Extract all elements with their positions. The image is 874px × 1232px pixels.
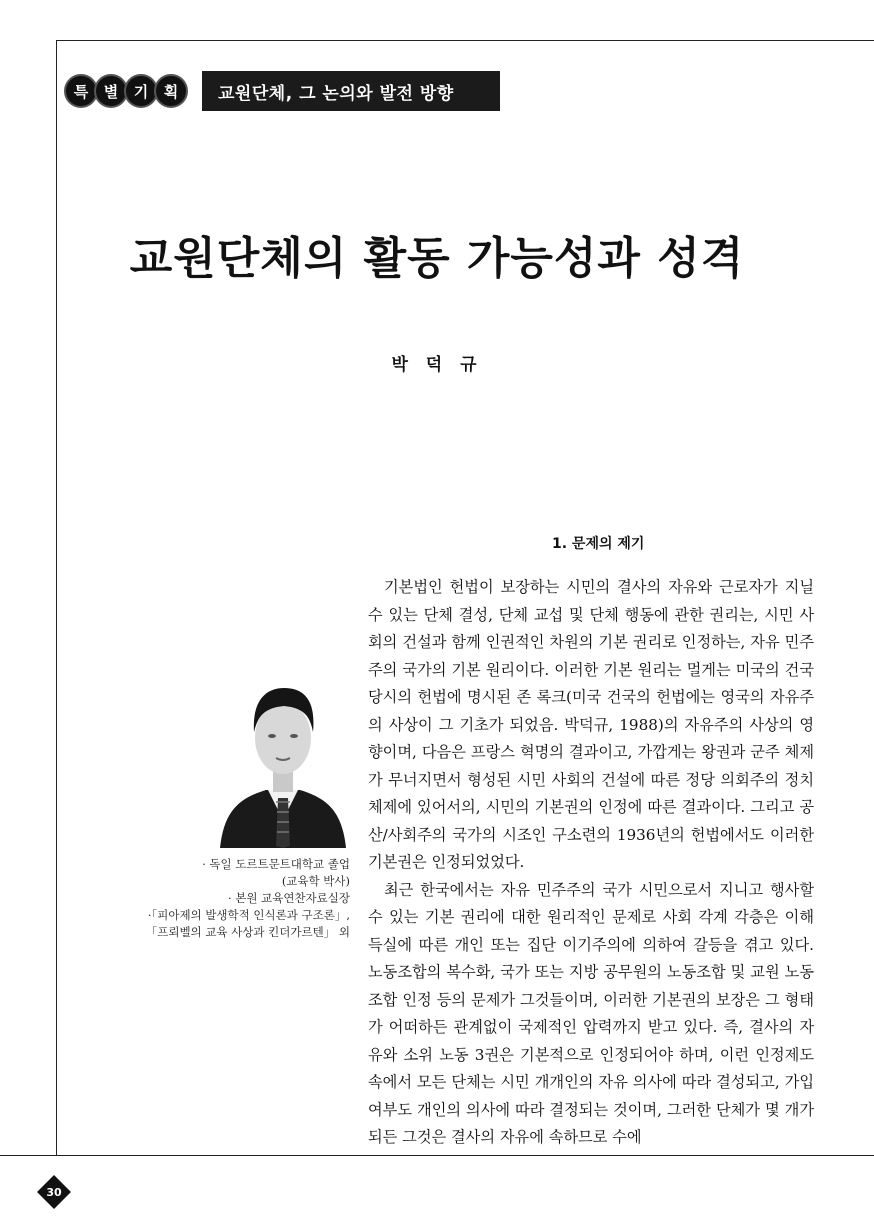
series-badge: 기 [124,74,158,108]
bio-line: · 독일 도르트문트대학교 졸업 [202,857,350,871]
body-paragraph: 최근 한국에서는 자유 민주주의 국가 시민으로서 지니고 행사할 수 있는 기본 권리에 대한 원리적인 문제로 사회 각계 각층은 이해 득실에 따른 개인 또는 집단 이기주의에 의하여 갈등을 겪고 있다. 노동조합의 복수화, 국가 또는 지방 공무원의 노동조합 및 교원 노동조합 인정 등의 문제가 그것들이며, 이러한 기본권의 보장은 그 형태가 어떠하든 관계없이 국제적인 압력까지 받고 있다. 즉, 결사의 자유와 소위 노동 3권은 기본적으로 인정되어야 하며, 이런 인정제도 속에서 모든 단체는 시민 개개인의 자유 의사에 따라 결성되고, 가입 여부도 개인의 의사에 따라 결정되는 것이며, 그러한 단체가 몇 개가 되든 그것은 결사의 자유에 속하므로 수에 [368,880,814,1146]
series-badge: 별 [94,74,128,108]
bio-line: 「프뢰벨의 교육 사상과 킨더가르텐」 외 [145,925,350,939]
page-number [36,1174,72,1210]
frame-top-rule [56,40,874,41]
author-bio [60,856,350,941]
section-heading: 1. 문제의 제기 [552,536,645,552]
frame-bottom-rule [0,1155,874,1156]
bio-line: (교육학 박사) [281,874,350,888]
article-author: 박 덕 규 [391,355,483,375]
series-badge: 획 [154,74,188,108]
series-header [64,68,500,114]
bio-line: ·「피아제의 발생학적 인식론과 구조론」, [147,908,350,922]
series-badge: 특 [64,74,98,108]
series-title: 교원단체, 그 논의와 발전 방향 [202,71,500,111]
page-number-text: 30 [46,1185,62,1199]
body-paragraph: 기본법인 헌법이 보장하는 시민의 결사의 자유와 근로자가 지닐 수 있는 단체 결성, 단체 교섭 및 단체 행동에 관한 권리는, 시민 사회의 건설과 함께 인권적인 차원의 기본 권리로 인정하는, 자유 민주주의 국가의 기본 원리이다. 이러한 기본 원리는 멀게는 미국의 건국 당시의 헌법에 명시된 존 록크(미국 건국의 헌법에는 영국의 자유주의 사상이 그 기초가 되었음. 박덕규, 1988)의 자유주의 사상의 영향이며, 다음은 프랑스 혁명의 결과이고, 가깝게는 왕권과 군주 체제가 무너지면서 형성된 시민 사회의 건설에 따른 정당 의회주의 정치 체제에 있어서의, 시민의 기본권의 인정에 따른 결과이다. 그리고 공산/사회주의 국가의 시조인 구소련의 1936년의 헌법에서도 이러한 기본권은 인정되었었다. [368,578,814,871]
article-body [368,574,814,1152]
bio-line: · 본원 교육연찬자료실장 [227,891,350,905]
article-title: 교원단체의 활동 가능성과 성격 [129,233,745,284]
frame-left-rule [56,40,57,1155]
author-photo [218,670,348,848]
